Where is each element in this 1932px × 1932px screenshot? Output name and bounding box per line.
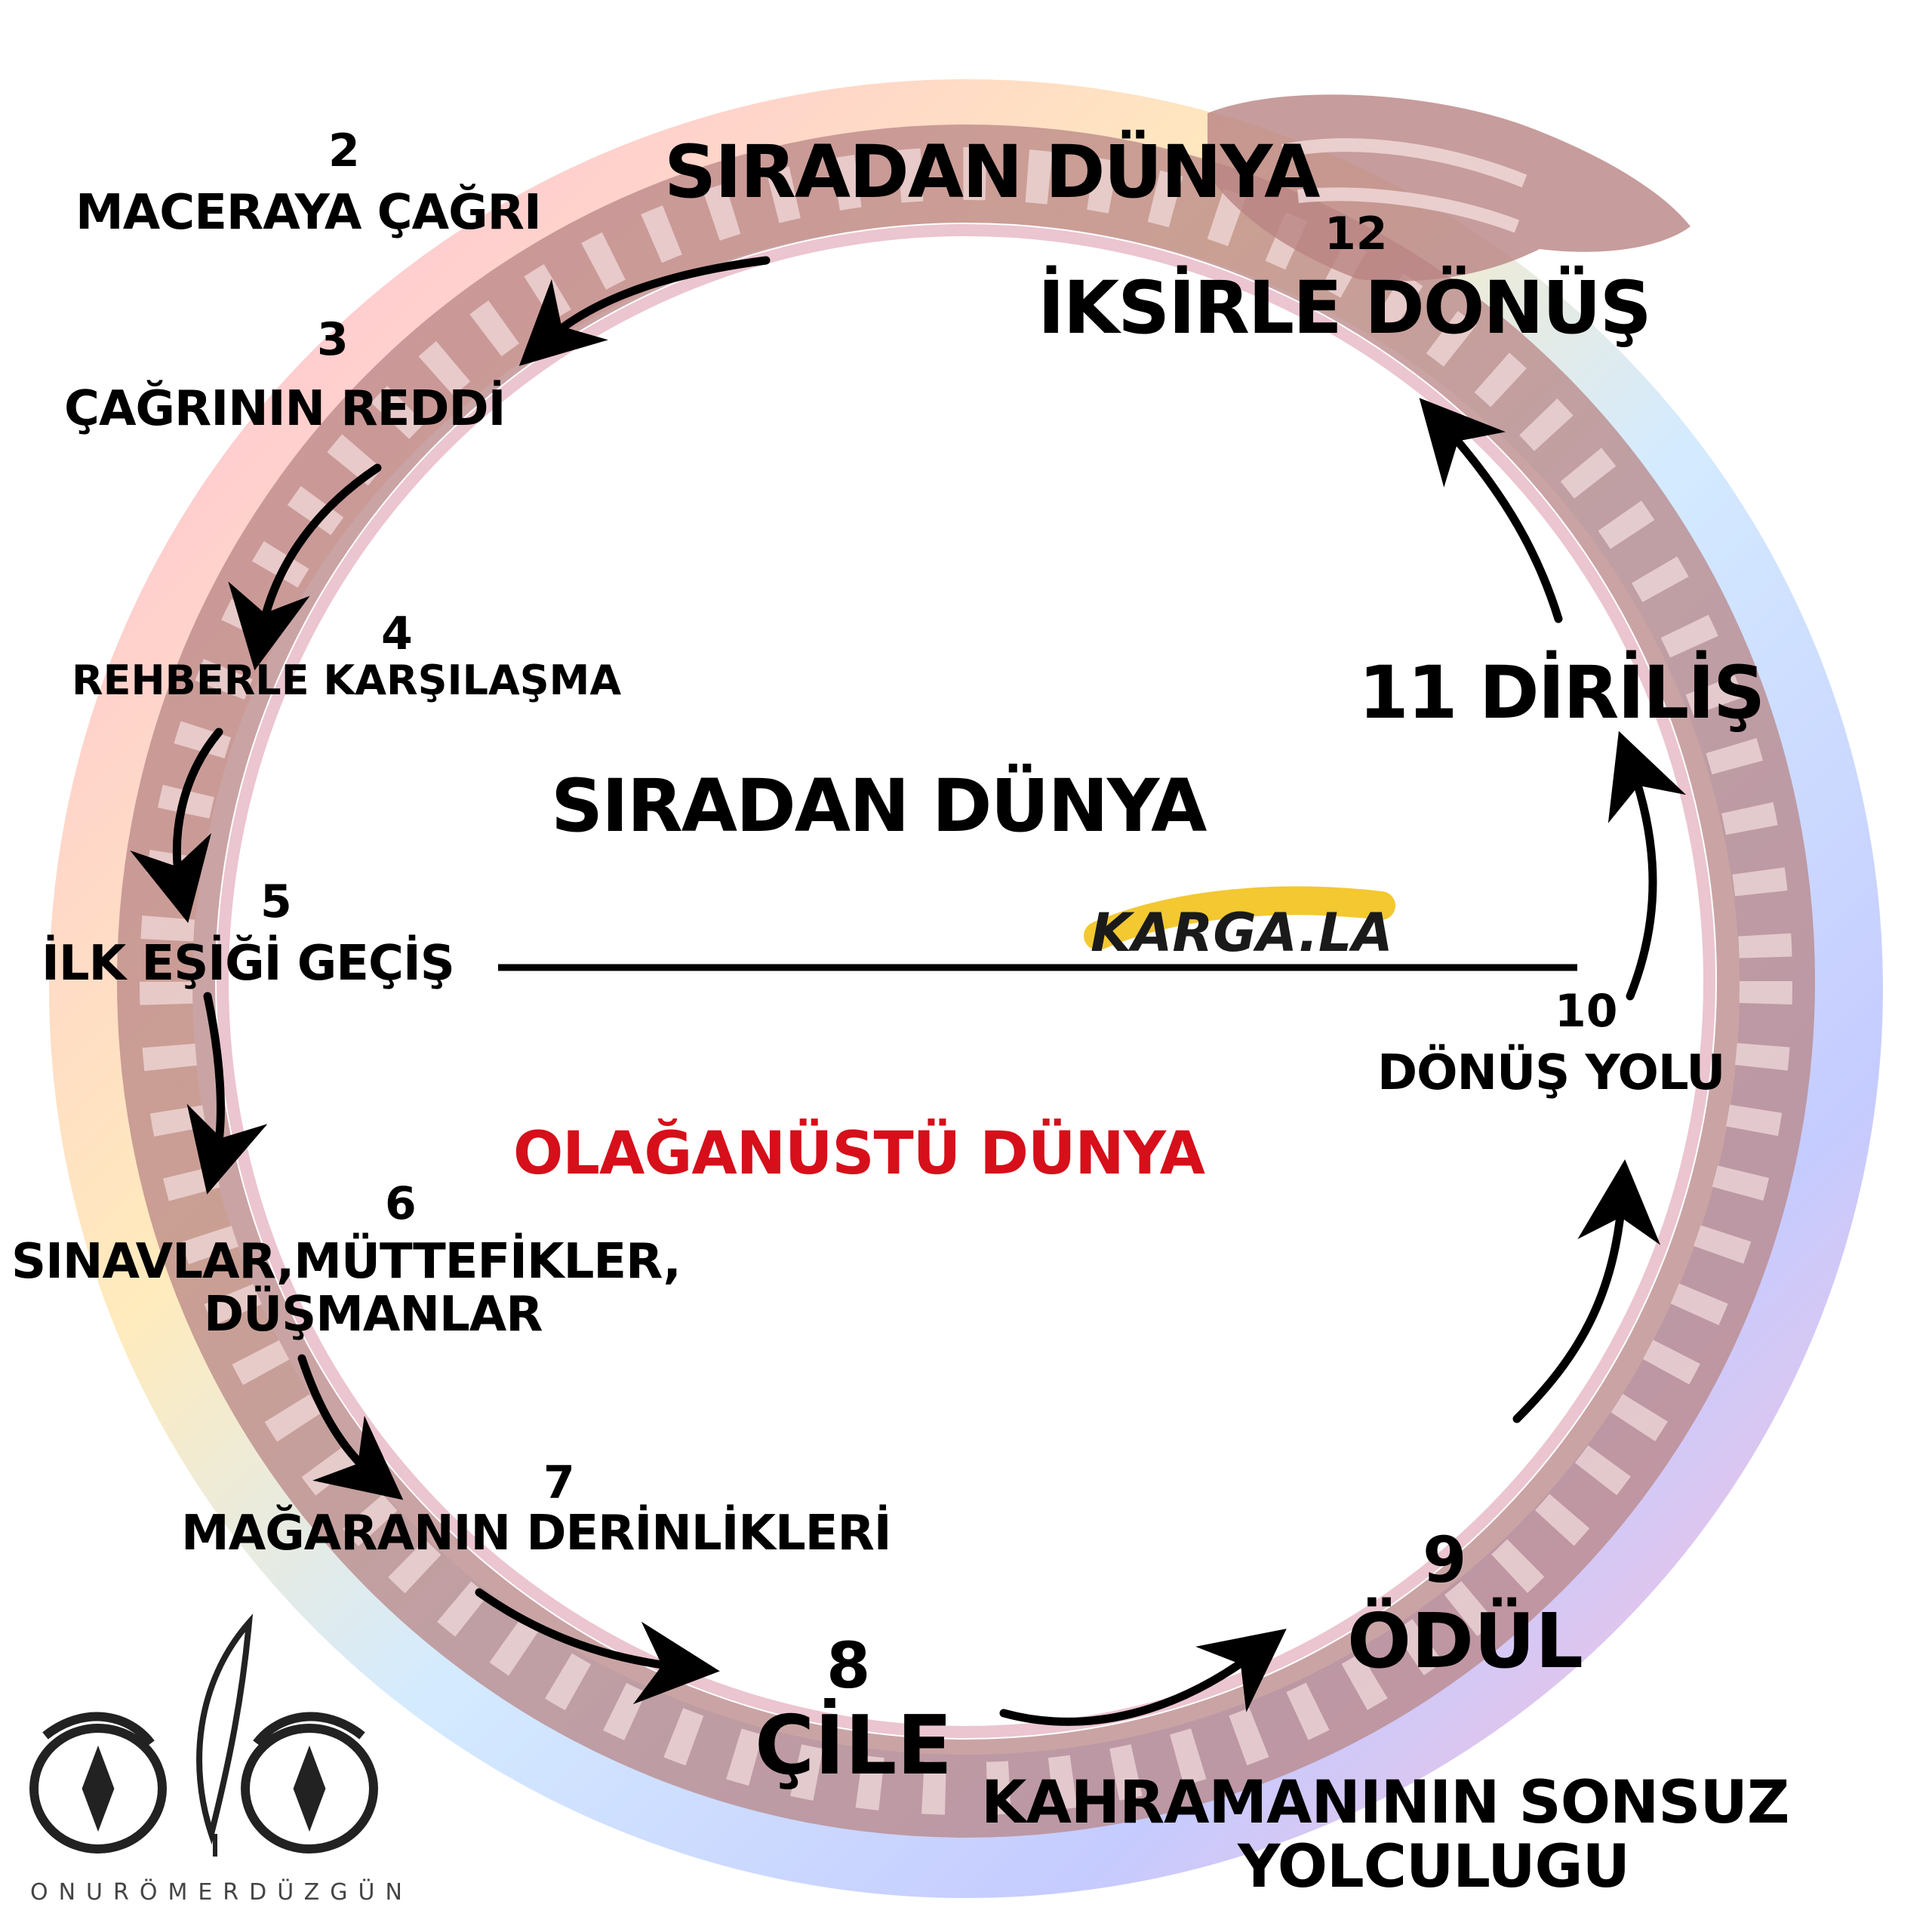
- title-ordinary-world-middle: SIRADAN DÜNYA: [551, 764, 1206, 848]
- bottom-title-line2: YOLCULUGU: [1238, 1833, 1629, 1901]
- stage-9-number: 9: [1423, 1523, 1467, 1597]
- stage-3-number: 3: [317, 313, 349, 366]
- title-ordinary-world-top: SIRADAN DÜNYA: [664, 130, 1319, 214]
- stage-6-number: 6: [385, 1177, 417, 1230]
- stage-9-label: ÖDÜL: [1347, 1597, 1583, 1685]
- stage-12-label: İKSİRLE DÖNÜŞ: [1038, 266, 1651, 350]
- stage-6-label: SINAVLAR,MÜTTEFİKLER,: [11, 1234, 681, 1290]
- brand-logo-karga: KARGA.LA: [1091, 902, 1393, 964]
- stage-12-number: 12: [1324, 208, 1388, 260]
- stage-4-number: 4: [381, 608, 413, 660]
- signature-logo: [34, 1623, 374, 1857]
- stage-11-number: 11: [1358, 651, 1457, 735]
- bottom-title-line1: KAHRAMANININ SONSUZ: [981, 1769, 1789, 1837]
- stage-2-number: 2: [328, 125, 360, 177]
- stage-5-number: 5: [260, 875, 292, 928]
- stage-10-number: 10: [1555, 985, 1618, 1038]
- stage-2-label: MACERAYA ÇAĞRI: [75, 185, 541, 241]
- stage-5-label: İLK EŞİĞİ GEÇİŞ: [42, 936, 454, 992]
- stage-4-label: REHBERLE KARŞILAŞMA: [72, 657, 622, 704]
- stage-3-label: ÇAĞRININ REDDİ: [64, 381, 506, 437]
- stage-7-number: 7: [543, 1457, 575, 1509]
- stage-8-number: 8: [826, 1629, 871, 1703]
- stage-8-label: ÇİLE: [755, 1699, 953, 1793]
- signature-text: ONURÖMERDÜZGÜN: [30, 1879, 413, 1906]
- title-extraordinary-world: OLAĞANÜSTÜ DÜNYA: [513, 1120, 1205, 1188]
- stage-10-label: DÖNÜŞ YOLU: [1377, 1045, 1725, 1101]
- stage-6-label-line2: DÜŞMANLAR: [204, 1287, 543, 1343]
- stage-11-label: DİRİLİŞ: [1479, 651, 1764, 735]
- stage-7-label: MAĞARANIN DERİNLİKLERİ: [181, 1506, 891, 1561]
